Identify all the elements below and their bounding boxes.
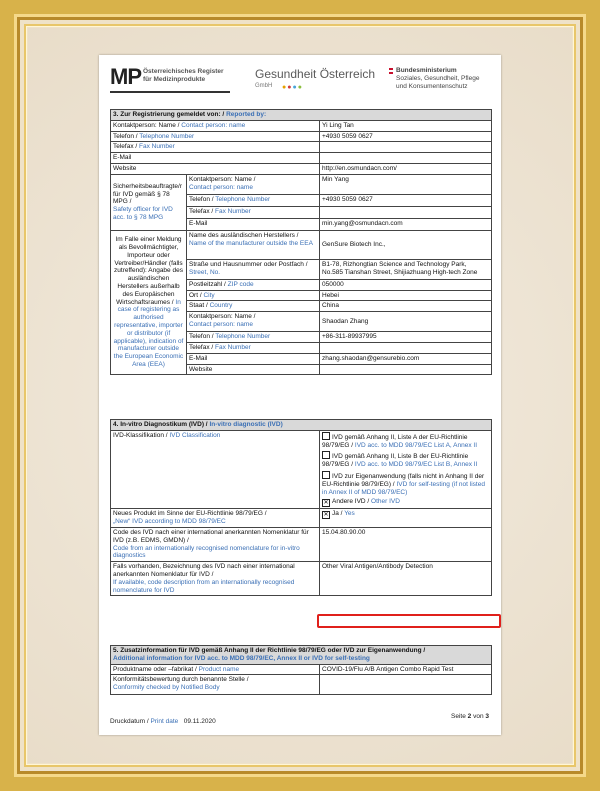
table-row: Telefon / Telephone Number +4930 5059 0627: [111, 194, 492, 206]
table-row: Straße und Hausnummer oder Postfach / Street, No. B1-78, Rizhongtian Science and Technology Park, No.585 Tianshan Street, Shijiazhuang High-tech Zone: [111, 259, 492, 279]
table-row: Kontaktperson: Name / Contact person: name Yi Ling Tan: [111, 120, 492, 131]
goe-logo-title: Gesundheit Österreich: [255, 67, 376, 81]
table-row: Telefon / Telephone Number +4930 5059 0627: [111, 131, 492, 142]
product-name-value: COVID-19/Flu A/B Antigen Combo Rapid Test: [320, 664, 492, 675]
checkbox-list-a[interactable]: IVD gemäß Anhang II, Liste A der EU-Richtlinie 98/79/EG / IVD acc. to MDD 98/79/EC List A, Annex II: [322, 433, 478, 449]
table-row: E-Mail: [111, 153, 492, 164]
table-row: Produktname oder –fabrikat / Product name COVID-19/Flu A/B Antigen Combo Rapid Test: [111, 664, 492, 675]
table-row: IVD-Klassifikation / IVD Classification IVD gemäß Anhang II, Liste A der EU-Richtlinie 98/79/EG / IVD acc. to MDD 98/79/EC List A, Annex II IVD gemäß Anhang II, Liste B der EU-Richtlinie 98/79/EG / IVD acc. to MDD 98/79/EC List B, Annex II IVD zur Eigenanwendung (falls nicht in Anhang II der EU-Richtlinie 98/79/EG) / IVD for self-testing (if not listed in Annex II of MDD 98/79/EC) ✕ Andere IVD / Other IVD: [111, 430, 492, 509]
table-row: Website http://en.osmundacn.com/: [111, 163, 492, 174]
section-3-table: [110, 109, 492, 375]
section-3-title: 3. Zur Registrierung gemeldet von: / Reported by:: [111, 110, 492, 121]
austria-flag-icon: [389, 68, 393, 74]
mp-register-text: Österreichisches Register für Medizinprodukte: [143, 68, 224, 83]
page-number: Seite 2 von 3: [451, 713, 489, 720]
table-row: Telefon / Telephone Number +86-311-89937995: [111, 332, 492, 343]
section-4-title: 4. In-vitro Diagnostikum (IVD) / In-vitro diagnostic (IVD): [111, 420, 492, 431]
table-row: Code des IVD nach einer international anerkannten Nomenklatur für IVD (z.B. EDMS, GMDN) / Code from an internationally recognised nomenclature for in-vitro diagnostics 15.04.80.90.00: [111, 527, 492, 561]
goe-logo-sub: GmbH: [255, 83, 273, 89]
checkbox-checked-icon[interactable]: ✕: [323, 512, 329, 519]
checkbox-self-testing[interactable]: IVD zur Eigenanwendung (falls nicht in Anhang II der EU-Richtlinie 98/79/EG) / IVD for self-testing (if not listed in Annex II of MDD 98/79/EC): [322, 472, 485, 496]
print-date: Druckdatum / Print date 09.11.2020: [110, 718, 216, 725]
table-row: E-Mail min.yang@osmundacn.com: [111, 218, 492, 230]
section-5-title: 5. Zusatzinformation für IVD gemäß Anhang II der Richtlinie 98/79/EG oder IVD zur Eigenanwendung / Additional information for IVD acc. to MDD 98/79/EC, Annex II or IVD for self-testing: [111, 646, 492, 665]
table-row: Postleitzahl / ZIP code 050000: [111, 279, 492, 290]
ministry-logo-text: Bundesministerium Soziales, Gesundheit, Pflege und Konsumentenschutz: [396, 67, 480, 90]
highlight-box: [317, 614, 501, 628]
table-row: Sicherheitsbeauftragte/r für IVD gemäß § 78 MPG / Safety officer for IVD acc. to § 78 MPG Kontaktperson: Name / Contact person: name Min Yang: [111, 174, 492, 194]
section-5-table: [110, 645, 492, 695]
mp-underline: [110, 91, 230, 93]
checkbox-checked-icon[interactable]: ✕: [323, 500, 329, 507]
document-page: [99, 55, 501, 735]
section-4-table: [110, 419, 492, 596]
table-row: Kontaktperson: Name / Contact person: name Shaodan Zhang: [111, 312, 492, 332]
checkbox-list-b[interactable]: IVD gemäß Anhang II, Liste B der EU-Richtlinie 98/79/EG / IVD acc. to MDD 98/79/EC List B, Annex II: [322, 453, 478, 469]
checkbox-new-yes[interactable]: ✕ Ja / Yes: [320, 509, 492, 528]
table-row: Website: [111, 364, 492, 375]
mp-logo: MP: [110, 64, 141, 89]
table-row: Staat / Country China: [111, 301, 492, 312]
checkbox-unchecked-icon[interactable]: [322, 471, 330, 479]
checkbox-unchecked-icon[interactable]: [322, 451, 330, 459]
table-row: Falls vorhanden, Bezeichnung des IVD nach einer international anerkannten Nomenklatur für IVD / If available, code description from an internationally recognised nomenclature for IVD Other Viral Antigen/Antibody Detection: [111, 562, 492, 596]
table-row: Neues Produkt im Sinne der EU-Richtlinie 98/79/EG / „New“ IVD according to MDD 98/79/EC ✕ Ja / Yes: [111, 509, 492, 528]
page-header: [110, 65, 490, 99]
table-row: Telefax / Fax Number: [111, 142, 492, 153]
table-row: Telefax / Fax Number: [111, 206, 492, 218]
table-row: E-Mail zhang.shaodan@gensurebio.com: [111, 353, 492, 364]
checkbox-other-ivd[interactable]: ✕ Andere IVD / Other IVD: [323, 498, 400, 507]
table-row: Telefax / Fax Number: [111, 342, 492, 353]
table-row: Ort / City Hebei: [111, 290, 492, 301]
goe-dots-icon: ●●●●: [282, 84, 303, 91]
table-row: Konformitätsbewertung durch benannte Stelle / Conformity checked by Notified Body: [111, 675, 492, 695]
table-row: Im Falle einer Meldung als Bevollmächtigter, Importeur oder Vertreiber/Händler (falls zutreffend): Angabe des ausländischen Herstellers außerhalb des Europäischen Wirtschaftsraumes / In case of registering as authorised representative, importer or distributor (if applicable), indication of manufacturer outside the European Economic Area (EEA) Name des ausländischen Herstellers / Name of the manufacturer outside the EEA GenSure Biotech Inc.,: [111, 230, 492, 259]
checkbox-unchecked-icon[interactable]: [322, 432, 330, 440]
